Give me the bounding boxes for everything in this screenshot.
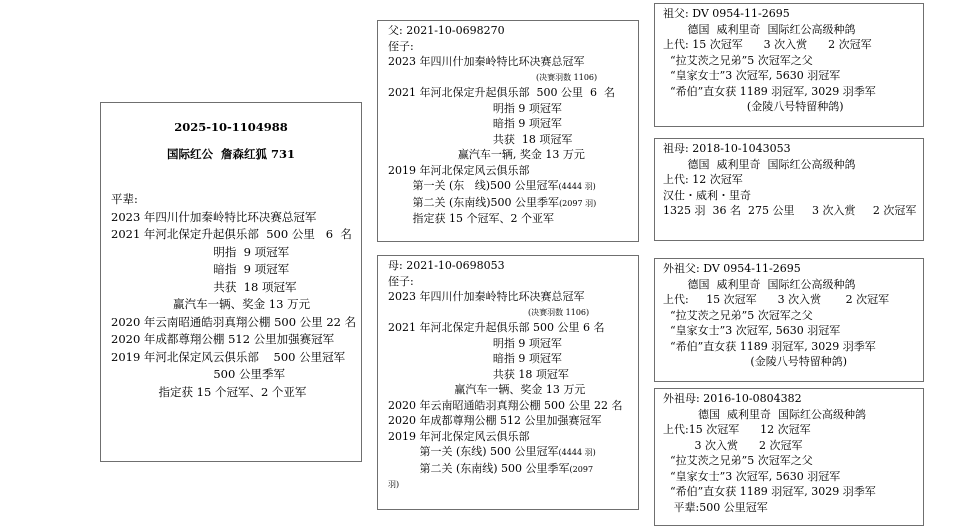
main-line: 指定获 15 个冠军、2 个亚军: [111, 384, 307, 399]
father-line: 2021 年河北保定升起俱乐部 500 公里 6 名: [388, 86, 615, 99]
paternal-grandmother-card: [654, 138, 924, 241]
main-line: 500 公里季军: [111, 367, 285, 381]
main-line: 2020 年成都尊翔公棚 512 公里加强赛冠军: [111, 332, 335, 346]
pgf-line: (金陵八号特留种鸽): [663, 100, 844, 113]
pgm-line: 1325 羽 36 名 275 公里 3 次入赏 2 次冠军: [663, 204, 917, 217]
mgf-line: 德国 威利里奇 国际红公高级种鸽: [663, 277, 856, 291]
mother-race-note: (4444 羽): [558, 448, 596, 457]
pgm-line: 上代: 12 次冠军: [663, 173, 743, 186]
main-line: 赢汽车一辆、奖金 13 万元: [111, 297, 311, 311]
mother-line: 2019 年河北保定风云俱乐部: [388, 429, 530, 443]
main-ring-number: 2025-10-1104988: [174, 120, 288, 134]
father-line: 指定获 15 个冠军、2 个亚军: [388, 212, 554, 225]
father-line: 2019 年河北保定风云俱乐部: [388, 163, 530, 177]
mgf-line: 外祖父: DV 0954-11-2695: [663, 262, 801, 275]
father-line: 赢汽车一辆, 奖金 13 万元: [388, 148, 585, 161]
mother-title: 母: 2021-10-0698053: [388, 259, 505, 272]
pgf-line: 德国 威利里奇 国际红公高级种鸽: [663, 22, 856, 36]
mgf-line: “皇家女士”3 次冠军, 5630 羽冠军: [663, 324, 841, 337]
main-pigeon-name: 国际红公 詹森红狐 731: [166, 146, 295, 161]
pgf-line: “皇家女士”3 次冠军, 5630 羽冠军: [663, 69, 841, 82]
mgf-line: “拉艾茨之兄弟”5 次冠军之父: [663, 308, 813, 322]
mgf-line: 上代: 15 次冠军 3 次入赏 2 次冠军: [663, 293, 890, 306]
main-line: 共获 18 项冠军: [111, 279, 297, 294]
pgf-line: 上代: 15 次冠军 3 次入赏 2 次冠军: [663, 38, 872, 51]
main-line: 2019 年河北保定风云俱乐部 500 公里冠军: [111, 349, 346, 364]
main-pigeon-card: [100, 102, 362, 462]
mother-line: 共获 18 项冠军: [388, 367, 569, 381]
father-card: [377, 20, 639, 242]
mgf-line: (金陵八号特留种鸽): [663, 355, 847, 368]
father-line: 2023 年四川什加秦岭特比环决赛总冠军: [388, 55, 585, 68]
main-line: 2023 年四川什加秦岭特比环决赛总冠军: [111, 209, 317, 224]
mother-line: 赢汽车一辆、奖金 13 万元: [388, 383, 586, 396]
pgf-line: 祖父: DV 0954-11-2695: [663, 7, 790, 20]
main-line: 2021 年河北保定升起俱乐部 500 公里 6 名: [111, 227, 352, 241]
pgm-line: 德国 威利里奇 国际红公高级种鸽: [663, 157, 856, 171]
father-title: 父: 2021-10-0698270: [388, 24, 505, 37]
mgf-line: “希伯”直女获 1189 羽冠军, 3029 羽季军: [663, 339, 876, 353]
mother-line: 2020 年成都尊翔公棚 512 公里加强赛冠军: [388, 414, 602, 427]
mgm-line: 上代:15 次冠军 12 次冠军: [663, 423, 811, 436]
main-line: 明指 9 项冠军: [111, 244, 290, 259]
paternal-grandfather-card: [654, 3, 924, 127]
father-line: 暗指 9 项冠军: [388, 117, 562, 130]
pgm-line: 汉仕・威利・里奇: [663, 188, 751, 202]
mother-race: [388, 461, 638, 478]
mother-line: 2021 年河北保定升起俱乐部 500 公里 6 名: [388, 321, 605, 334]
father-race-note: (2097 羽): [559, 198, 597, 208]
pgm-line: 祖母: 2018-10-1043053: [663, 142, 791, 155]
father-line: 共获 18 项冠军: [388, 132, 573, 146]
father-sub: 侄子:: [388, 39, 414, 53]
mgm-line: 平辈:500 公里冠军: [663, 500, 768, 514]
mother-race-text: 第一关 (东线) 500 公里冠军: [388, 445, 559, 458]
main-line: 2020 年云南昭通皓羽真翔公棚 500 公里 22 名: [111, 314, 357, 329]
father-race-note: (4444 羽): [558, 182, 596, 191]
father-line: 明指 9 项冠军: [388, 101, 562, 115]
mother-line: 暗指 9 项冠军: [388, 352, 562, 365]
mother-race: [388, 444, 638, 461]
pgf-line: “拉艾茨之兄弟”5 次冠军之父: [663, 53, 813, 67]
mgm-line: 外祖母: 2016-10-0804382: [663, 392, 802, 405]
mother-note: (决赛羽数 1106): [528, 307, 590, 317]
mother-card: [377, 255, 639, 510]
father-race: [388, 178, 638, 195]
mgm-line: “皇家女士”3 次冠军, 5630 羽冠军: [663, 469, 841, 483]
father-race-text: 第一关 (东 线)500 公里冠军: [388, 179, 559, 192]
mother-race-note: (2097: [569, 464, 594, 474]
mother-sub: 侄子:: [388, 274, 414, 288]
mgm-line: 3 次入赏 2 次冠军: [663, 438, 803, 452]
mother-race-text: 第二关 (东南线) 500 公里季军: [388, 461, 570, 475]
mother-line: 明指 9 项冠军: [388, 336, 562, 350]
mgm-line: “拉艾茨之兄弟”5 次冠军之父: [663, 454, 813, 467]
mother-line: 2023 年四川什加秦岭特比环决赛总冠军: [388, 290, 585, 303]
main-line: 暗指 9 项冠军: [111, 262, 290, 276]
main-section-label: 平辈:: [111, 192, 138, 206]
father-note: (决赛羽数 1106): [536, 72, 598, 82]
maternal-grandmother-card: [654, 388, 924, 526]
mgm-line: 德国 威利里奇 国际红公高级种鸽: [663, 407, 866, 421]
mother-line: 2020 年云南昭通皓羽真翔公棚 500 公里 22 名: [388, 398, 623, 412]
father-race-text: 第二关 (东南线)500 公里季军: [388, 195, 560, 209]
mgm-line: “希伯”直女获 1189 羽冠军, 3029 羽季军: [663, 485, 876, 498]
mother-race-note-tail: 羽): [388, 480, 400, 489]
pgf-line: “希伯”直女获 1189 羽冠军, 3029 羽季军: [663, 84, 876, 98]
maternal-grandfather-card: [654, 258, 924, 382]
father-race: [388, 195, 638, 212]
